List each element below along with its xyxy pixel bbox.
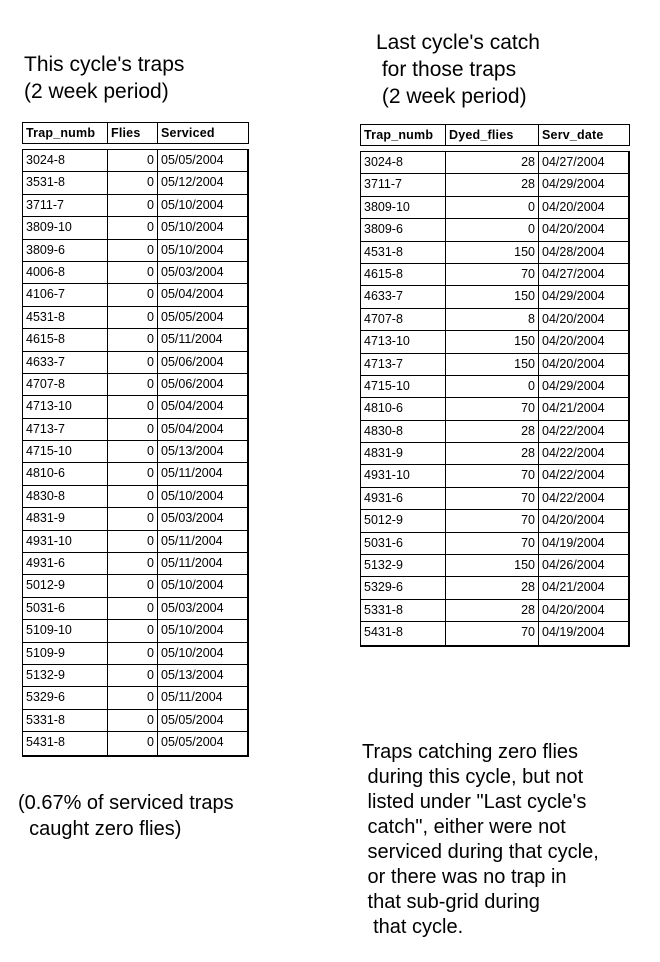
cell-date: 04/19/2004	[538, 622, 628, 644]
cell-count: 70	[445, 465, 538, 486]
note-line: serviced during that cycle,	[362, 841, 599, 863]
cell-count: 0	[445, 219, 538, 240]
table-row[interactable]	[23, 396, 247, 418]
cell-count: 70	[445, 264, 538, 285]
cell-trap-number: 4713-10	[364, 334, 410, 349]
cell-trap-number: 4831-9	[364, 446, 403, 461]
cell-trap-number: 3531-8	[26, 175, 65, 190]
cell-date: 05/05/2004	[157, 732, 247, 754]
cell-count: 0	[107, 508, 157, 529]
table-row[interactable]	[23, 486, 247, 508]
cell-count: 0	[107, 441, 157, 462]
cell-count: 0	[107, 240, 157, 261]
cell-date: 05/11/2004	[157, 687, 247, 708]
cell-count: 70	[445, 622, 538, 644]
table-row[interactable]	[361, 331, 628, 353]
cell-date: 05/10/2004	[157, 575, 247, 596]
table-row[interactable]	[23, 240, 247, 262]
cell-trap-number: 4810-6	[364, 401, 403, 416]
cell-count: 70	[445, 488, 538, 509]
cell-count: 0	[107, 732, 157, 754]
column-header-trap-number[interactable]: Trap_numb	[26, 126, 96, 140]
cell-trap-number: 3711-7	[26, 197, 64, 212]
table-row[interactable]	[361, 421, 628, 443]
cell-count: 0	[107, 665, 157, 686]
note-line: that sub-grid during	[362, 891, 540, 913]
cell-count: 0	[445, 197, 538, 218]
cell-date: 05/13/2004	[157, 441, 247, 462]
cell-trap-number: 5012-9	[364, 513, 403, 528]
cell-trap-number: 4830-8	[26, 488, 65, 503]
table-row[interactable]	[23, 262, 247, 284]
cell-date: 04/20/2004	[538, 197, 628, 218]
cell-count: 28	[445, 577, 538, 598]
column-header-trap-number[interactable]: Trap_numb	[364, 128, 434, 142]
cell-count: 0	[107, 687, 157, 708]
cell-date: 04/28/2004	[538, 242, 628, 263]
cell-date: 05/06/2004	[157, 374, 247, 395]
cell-trap-number: 4707-8	[364, 311, 403, 326]
note-line: caught zero flies)	[18, 818, 182, 840]
note-line: listed under "Last cycle's	[362, 791, 587, 813]
cell-trap-number: 5031-6	[364, 535, 403, 550]
cell-date: 05/03/2004	[157, 262, 247, 283]
table-row[interactable]	[23, 374, 247, 396]
cell-count: 0	[107, 553, 157, 574]
table-row[interactable]	[23, 329, 247, 351]
cell-date: 04/21/2004	[538, 398, 628, 419]
cell-trap-number: 4830-8	[364, 423, 403, 438]
cell-trap-number: 5329-6	[26, 690, 65, 705]
cell-count: 0	[107, 396, 157, 417]
cell-date: 04/22/2004	[538, 465, 628, 486]
cell-date: 04/27/2004	[538, 264, 628, 285]
cell-date: 05/11/2004	[157, 463, 247, 484]
cell-trap-number: 5109-10	[26, 623, 72, 638]
cell-trap-number: 4831-9	[26, 511, 65, 526]
table-row[interactable]	[23, 172, 247, 194]
cell-count: 150	[445, 354, 538, 375]
table-row[interactable]	[23, 307, 247, 329]
cell-date: 05/06/2004	[157, 352, 247, 373]
table-row[interactable]	[23, 643, 247, 665]
cell-date: 05/10/2004	[157, 217, 247, 238]
cell-date: 05/04/2004	[157, 396, 247, 417]
cell-trap-number: 4633-7	[364, 289, 403, 304]
table-header	[22, 122, 249, 144]
left-title-line: This cycle's traps	[24, 53, 185, 76]
cell-count: 0	[107, 262, 157, 283]
cell-date: 05/12/2004	[157, 172, 247, 193]
cell-trap-number: 4715-10	[364, 378, 410, 393]
cell-trap-number: 4633-7	[26, 354, 65, 369]
table-row[interactable]	[361, 197, 628, 219]
table-row[interactable]	[361, 242, 628, 264]
cell-trap-number: 4006-8	[26, 264, 65, 279]
cell-trap-number: 3809-6	[364, 222, 403, 237]
column-header-dyed-flies[interactable]: Dyed_flies	[445, 125, 538, 145]
table-header	[360, 124, 630, 146]
cell-count: 0	[107, 329, 157, 350]
table-row[interactable]	[23, 665, 247, 687]
cell-date: 04/26/2004	[538, 555, 628, 576]
table-row[interactable]	[23, 419, 247, 441]
note-line: (0.67% of serviced traps	[18, 792, 234, 814]
cell-count: 0	[107, 172, 157, 193]
cell-count: 0	[107, 307, 157, 328]
table-row[interactable]	[361, 488, 628, 510]
cell-count: 0	[107, 531, 157, 552]
table-row[interactable]	[23, 531, 247, 553]
cell-date: 05/10/2004	[157, 486, 247, 507]
cell-date: 05/11/2004	[157, 553, 247, 574]
cell-count: 0	[107, 419, 157, 440]
cell-trap-number: 4715-10	[26, 444, 72, 459]
cell-date: 04/21/2004	[538, 577, 628, 598]
cell-date: 05/11/2004	[157, 329, 247, 350]
cell-count: 28	[445, 421, 538, 442]
cell-date: 04/20/2004	[538, 510, 628, 531]
cell-count: 8	[445, 309, 538, 330]
cell-count: 0	[107, 620, 157, 641]
cell-trap-number: 3809-10	[364, 199, 410, 214]
table-row[interactable]	[361, 354, 628, 376]
table-row[interactable]	[361, 309, 628, 331]
table-row[interactable]	[23, 150, 247, 172]
cell-count: 28	[445, 152, 538, 173]
cell-date: 05/11/2004	[157, 531, 247, 552]
note-line: during this cycle, but not	[362, 766, 584, 788]
cell-date: 04/19/2004	[538, 533, 628, 554]
cell-trap-number: 5431-8	[364, 625, 403, 640]
cell-date: 04/20/2004	[538, 600, 628, 621]
cell-trap-number: 3024-8	[364, 155, 403, 169]
cell-date: 04/27/2004	[538, 152, 628, 173]
cell-trap-number: 4615-8	[26, 332, 65, 347]
cell-trap-number: 5331-8	[364, 602, 403, 617]
cell-trap-number: 4713-10	[26, 399, 72, 414]
right-title-line: Last cycle's catch	[376, 31, 540, 54]
table-body	[22, 149, 249, 757]
cell-trap-number: 3024-8	[26, 153, 65, 167]
cell-count: 0	[107, 710, 157, 731]
cell-date: 04/20/2004	[538, 331, 628, 352]
table-row[interactable]	[361, 555, 628, 577]
cell-date: 04/20/2004	[538, 309, 628, 330]
table-row[interactable]	[361, 219, 628, 241]
table-row[interactable]	[23, 620, 247, 642]
cell-trap-number: 5431-8	[26, 735, 65, 750]
last-cycle-catch-table	[360, 124, 630, 640]
cell-trap-number: 3809-6	[26, 242, 65, 257]
cell-trap-number: 4531-8	[364, 244, 403, 259]
column-header-flies[interactable]: Flies	[107, 123, 157, 143]
cell-count: 0	[107, 195, 157, 216]
cell-count: 0	[107, 575, 157, 596]
cell-date: 04/22/2004	[538, 421, 628, 442]
cell-date: 04/29/2004	[538, 174, 628, 195]
cell-trap-number: 4931-10	[364, 468, 410, 483]
table-row[interactable]	[361, 443, 628, 465]
table-row[interactable]	[23, 732, 247, 754]
cell-date: 05/04/2004	[157, 419, 247, 440]
table-row[interactable]	[361, 264, 628, 286]
cell-trap-number: 5132-9	[364, 558, 403, 573]
table-row[interactable]	[23, 352, 247, 374]
cell-trap-number: 4713-7	[26, 421, 65, 436]
cell-trap-number: 5109-9	[26, 645, 65, 660]
cell-trap-number: 5331-8	[26, 712, 65, 727]
table-row[interactable]	[361, 622, 628, 644]
table-row[interactable]	[361, 577, 628, 599]
cell-count: 0	[107, 486, 157, 507]
cell-trap-number: 4931-10	[26, 533, 72, 548]
cell-date: 05/05/2004	[157, 710, 247, 731]
cell-date: 05/10/2004	[157, 620, 247, 641]
cell-trap-number: 4615-8	[364, 266, 403, 281]
cell-date: 05/10/2004	[157, 240, 247, 261]
note-line: that cycle.	[362, 916, 464, 938]
cell-count: 0	[107, 374, 157, 395]
cell-trap-number: 4707-8	[26, 376, 65, 391]
cell-date: 04/20/2004	[538, 354, 628, 375]
cell-trap-number: 4931-6	[364, 490, 403, 505]
table-row[interactable]	[361, 152, 628, 174]
table-row[interactable]	[23, 710, 247, 732]
cell-count: 0	[107, 217, 157, 238]
cell-trap-number: 4810-6	[26, 466, 65, 481]
right-title-line: for those traps	[376, 58, 517, 81]
table-row[interactable]	[361, 533, 628, 555]
cell-count: 0	[107, 352, 157, 373]
cell-date: 05/03/2004	[157, 598, 247, 619]
cell-count: 70	[445, 510, 538, 531]
cell-count: 150	[445, 555, 538, 576]
cell-trap-number: 5012-9	[26, 578, 65, 593]
cell-count: 150	[445, 331, 538, 352]
cell-count: 150	[445, 242, 538, 263]
right-title-line: (2 week period)	[376, 85, 527, 108]
cell-trap-number: 4931-6	[26, 556, 65, 571]
cell-count: 28	[445, 174, 538, 195]
table-row[interactable]	[23, 687, 247, 709]
cell-trap-number: 4531-8	[26, 309, 65, 324]
cell-count: 28	[445, 600, 538, 621]
cell-date: 04/22/2004	[538, 443, 628, 464]
column-header-serv-date[interactable]: Serv_date	[538, 125, 629, 145]
cell-date: 05/05/2004	[157, 307, 247, 328]
cell-trap-number: 3711-7	[364, 177, 402, 192]
table-row[interactable]	[23, 575, 247, 597]
cell-date: 05/10/2004	[157, 643, 247, 664]
cell-count: 0	[107, 643, 157, 664]
note-line: catch", either were not	[362, 816, 566, 838]
cell-count: 0	[107, 284, 157, 305]
cell-date: 05/13/2004	[157, 665, 247, 686]
table-row[interactable]	[361, 510, 628, 532]
cell-trap-number: 5132-9	[26, 667, 65, 682]
table-row[interactable]	[23, 553, 247, 575]
cell-count: 0	[107, 150, 157, 171]
cell-trap-number: 3809-10	[26, 220, 72, 235]
cell-count: 70	[445, 533, 538, 554]
cell-count: 0	[107, 598, 157, 619]
table-row[interactable]	[23, 195, 247, 217]
cell-trap-number: 4713-7	[364, 356, 403, 371]
cell-date: 05/05/2004	[157, 150, 247, 171]
cell-count: 0	[445, 376, 538, 397]
cell-date: 05/10/2004	[157, 195, 247, 216]
cell-count: 150	[445, 286, 538, 307]
table-row[interactable]	[361, 376, 628, 398]
column-header-serviced[interactable]: Serviced	[157, 123, 248, 143]
cell-date: 05/03/2004	[157, 508, 247, 529]
table-row[interactable]	[23, 463, 247, 485]
table-row[interactable]	[23, 598, 247, 620]
note-line: Traps catching zero flies	[362, 741, 579, 763]
table-row[interactable]	[361, 286, 628, 308]
cell-date: 04/20/2004	[538, 219, 628, 240]
cell-date: 04/29/2004	[538, 286, 628, 307]
note-line: or there was no trap in	[362, 866, 567, 888]
cell-date: 05/04/2004	[157, 284, 247, 305]
table-row[interactable]	[23, 508, 247, 530]
cell-trap-number: 5329-6	[364, 580, 403, 595]
table-row[interactable]	[23, 217, 247, 239]
table-body	[360, 151, 630, 647]
table-row[interactable]	[23, 284, 247, 306]
cell-count: 0	[107, 463, 157, 484]
cell-date: 04/22/2004	[538, 488, 628, 509]
table-row[interactable]	[361, 600, 628, 622]
table-row[interactable]	[361, 174, 628, 196]
cell-count: 28	[445, 443, 538, 464]
cell-count: 70	[445, 398, 538, 419]
cell-trap-number: 4106-7	[26, 287, 65, 302]
table-row[interactable]	[23, 441, 247, 463]
table-row[interactable]	[361, 465, 628, 487]
table-row[interactable]	[361, 398, 628, 420]
left-title-line: (2 week period)	[24, 80, 169, 103]
this-cycle-traps-table	[22, 122, 249, 750]
cell-date: 04/29/2004	[538, 376, 628, 397]
cell-trap-number: 5031-6	[26, 600, 65, 615]
